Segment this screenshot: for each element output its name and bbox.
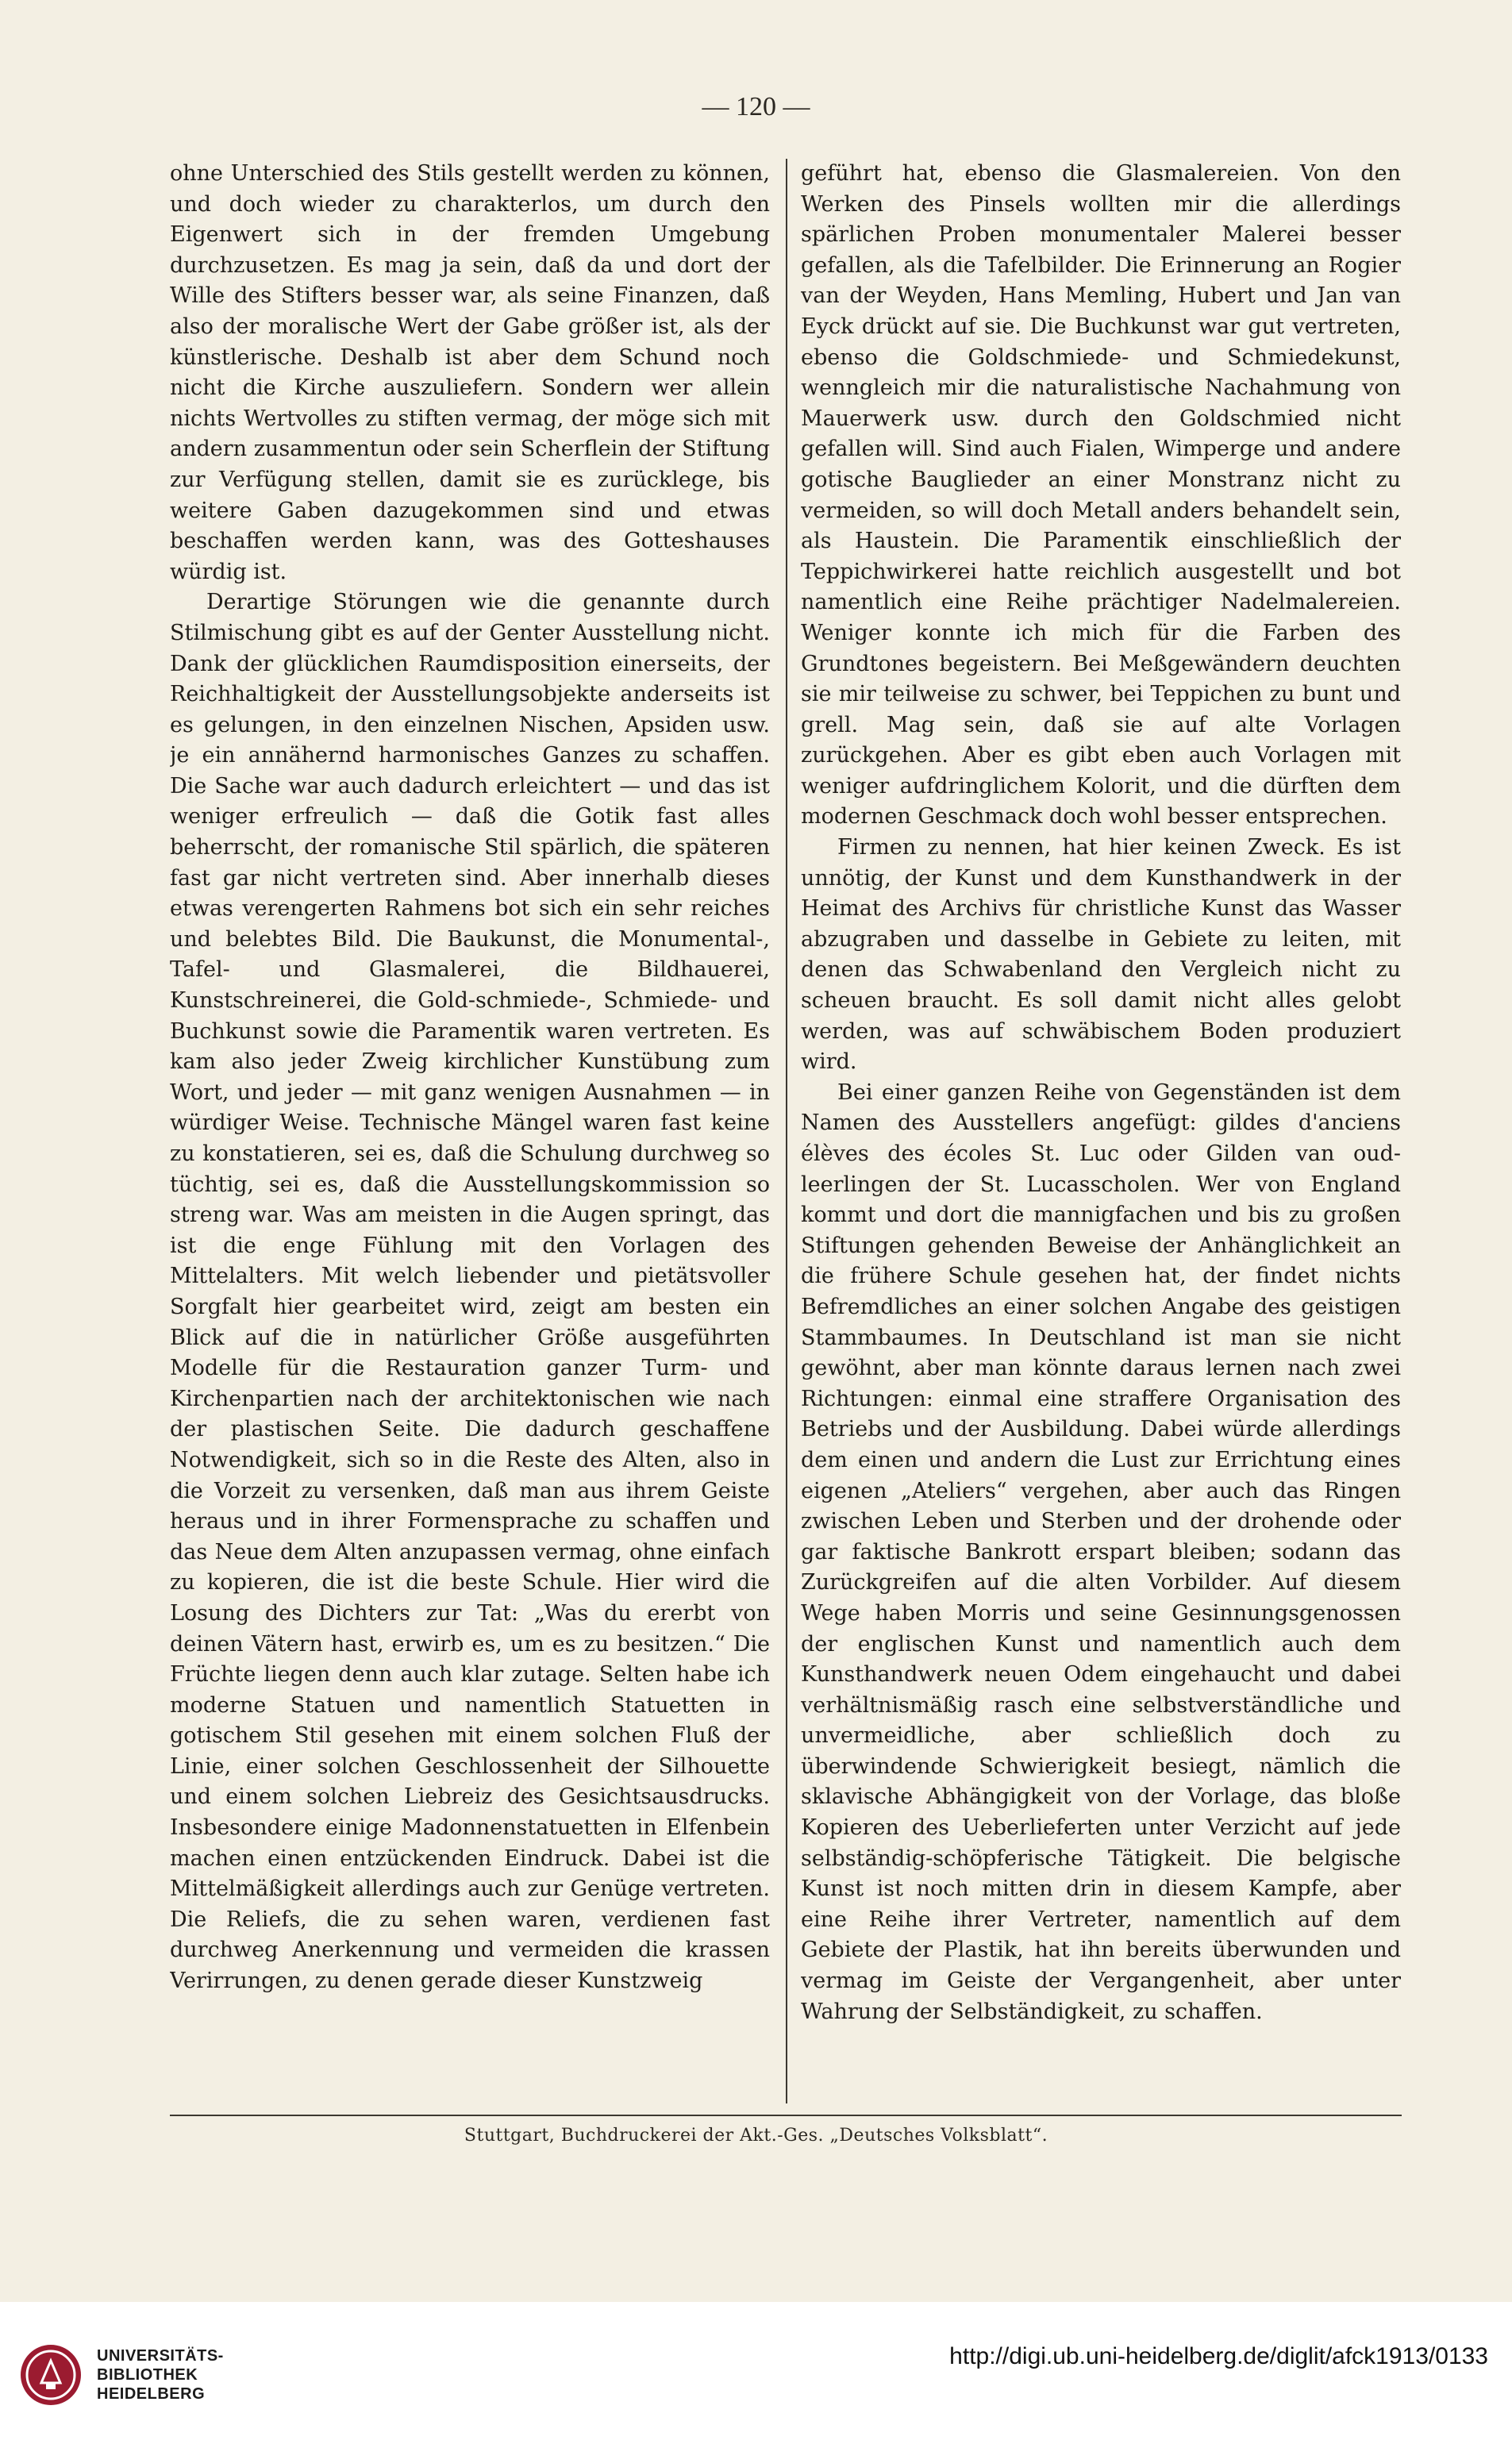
right-column <box>801 159 1401 2103</box>
digitization-footer <box>0 2302 1512 2444</box>
library-name-line: HEIDELBERG <box>97 2385 206 2403</box>
printer-imprint: Stuttgart, Buchdruckerei der Akt.-Ges. „Deutsches Volksblatt“. <box>464 2126 1048 2146</box>
paragraph: geführt hat, ebenso die Glasmalereien. Von den Werken des Pinsels wollten mir die allerdings spärlichen Proben monumentaler Malerei besser gefallen, als die Tafelbilder. Die Erinnerung an Rogier van der Weyden, Hans Memling, Hubert und Jan van Eyck drückt auf sie. Die Buchkunst war gut vertreten, ebenso die Goldschmiede- und Schmiedekunst, wenngleich mir die naturalistische Nachahmung von Mauerwerk usw. durch den Goldschmied nicht gefallen will. Sind auch Fialen, Wimperge und andere gotische Bauglieder an einer Monstranz nicht zu vermeiden, so will doch Metall anders behandelt sein, als Haustein. Die Paramentik einschließlich der Teppichwirkerei hatte reichlich ausgestellt und bot namentlich eine Reihe prächtiger Nadelmalereien. Weniger konnte ich mich für die Farben des Grundtones begeistern. Bei Meßgewändern deuchten sie mir teilweise zu schwer, bei Teppichen zu bunt und grell. Mag sein, daß sie auf alte Vorlagen zurückgehen. Aber es gibt eben auch Vorlagen mit weniger aufdringlichem Kolorit, und die dürften dem modernen Geschmack doch wohl besser entsprechen. <box>801 161 1401 829</box>
paragraph: Firmen zu nennen, hat hier keinen Zweck. Es ist unnötig, der Kunst und dem Kunsthandwerk in der Heimat des Archivs für christliche Kunst das Wasser abzugraben und dasselbe in Gebiete zu leiten, mit denen das Schwabenland den Vergleich nicht zu scheuen braucht. Es soll damit nicht alles gelobt werden, was auf schwäbischem Boden produziert wird. <box>801 835 1401 1075</box>
source-url-link[interactable]: http://digi.ub.uni-heidelberg.de/diglit/afck1913/0133 <box>949 2343 1488 2369</box>
paragraph: Bei einer ganzen Reihe von Gegenständen ist dem Namen des Ausstellers angefügt: gildes d'anciens élèves des écoles St. Luc oder Gilden van oud-leerlingen der St. Lucasscholen. Wer von England kommt und dort die mannigfachen und bis zu großen Stiftungen gehenden Beweise der Anhänglichkeit an die frühere Schule gesehen hat, der findet nichts Befremdliches an einer solchen Angabe des geistigen Stammbaumes. In Deutschland ist man sie nicht gewöhnt, aber man könnte daraus lernen nach zwei Richtungen: einmal eine straffere Organisation des Betriebs und der Ausbildung. Dabei würde allerdings dem einen und andern die Lust zur Errichtung eines eigenen „Ateliers“ vergehen, aber auch das Ringen zwischen Leben und Sterben und der drohende oder gar faktische Bankrott erspart bleiben; sodann das Zurückgreifen auf die alten Vorbilder. Auf diesem Wege haben Morris und seine Gesinnungsgenossen der englischen Kunst und namentlich auch dem Kunsthandwerk neuen Odem eingehaucht und dabei verhältnismäßig rasch eine selbstverständliche und unvermeidliche, aber schließlich doch zu überwindende Schwierigkeit besiegt, nämlich die sklavische Abhängigkeit von der Vorlage, das bloße Kopieren des Ueberlieferten unter Verzicht auf jede selbständig-schöpferische Tätigkeit. Die belgische Kunst ist noch mitten drin in diesem Kampfe, aber eine Reihe ihrer Vertreter, namentlich auf dem Gebiete der Plastik, hat ihn bereits überwunden und vermag im Geiste der Vergangenheit, aber unter Wahrung der Selbständigkeit, zu schaffen. <box>801 1080 1401 2024</box>
footer-divider <box>170 2115 1402 2116</box>
left-column <box>170 159 770 2103</box>
library-name-line: UNIVERSITÄTS- <box>97 2347 224 2365</box>
paragraph: ohne Unterschied des Stils gestellt werden zu können, und doch wieder zu charakterlos, um durch den Eigenwert sich in der fremden Umgebung durchzusetzen. Es mag ja sein, daß da und dort der Wille des Stifters besser war, als seine Finanzen, daß also der moralische Wert der Gabe größer ist, als der künstlerische. Deshalb ist aber dem Schund noch nicht die Kirche auszuliefern. Sondern wer allein nichts Wertvolles zu stiften vermag, der möge sich mit andern zusammentun oder sein Scherflein der Stiftung zur Verfügung stellen, damit sie es zurücklege, bis weitere Gaben dazugekommen sind und etwas beschaffen werden kann, was des Gotteshauses würdig ist. <box>170 161 770 584</box>
library-logo[interactable] <box>17 2342 224 2408</box>
library-seal-icon <box>17 2342 84 2408</box>
page-number: — 120 — <box>702 92 810 121</box>
text-columns <box>170 159 1402 2103</box>
library-name-line: BIBLIOTHEK <box>97 2366 198 2384</box>
library-name <box>97 2346 224 2404</box>
column-divider <box>786 159 787 2103</box>
paragraph: Derartige Störungen wie die genannte durch Stilmischung gibt es auf der Genter Ausstellung nicht. Dank der glücklichen Raumdisposition einerseits, der Reichhaltigkeit der Ausstellungsobjekte anderseits ist es gelungen, in den einzelnen Nischen, Apsiden usw. je ein annähernd harmonisches Ganzes zu schaffen. Die Sache war auch dadurch erleichtert — und das ist weniger erfreulich — daß die Gotik fast alles beherrscht, der romanische Stil spärlich, die späteren fast gar nicht vertreten sind. Aber innerhalb dieses etwas verengerten Rahmens bot sich ein sehr reiches und belebtes Bild. Die Baukunst, die Monumental-, Tafel- und Glasmalerei, die Bildhauerei, Kunstschreinerei, die Gold-schmiede-, Schmiede- und Buchkunst sowie die Paramentik waren vertreten. Es kam also jeder Zweig kirchlicher Kunstübung zum Wort, und jeder — mit ganz wenigen Ausnahmen — in würdiger Weise. Technische Mängel waren fast keine zu konstatieren, sei es, daß die Schulung durchweg so tüchtig, sei es, daß die Ausstellungskommission so streng war. Was am meisten in die Augen springt, das ist die enge Fühlung mit den Vorlagen des Mittelalters. Mit welch liebender und pietätsvoller Sorgfalt hier gearbeitet wird, zeigt am besten ein Blick auf die in natürlicher Größe ausgeführten Modelle für die Restauration ganzer Turm- und Kirchenpartien nach der architektonischen wie nach der plastischen Seite. Die dadurch geschaffene Notwendigkeit, sich so in die Reste des Alten, also in die Vorzeit zu versenken, daß man aus ihrem Geiste heraus und in ihrer Formensprache zu schaffen und das Neue dem Alten anzupassen vermag, ohne einfach zu kopieren, die ist die beste Schule. Hier wird die Losung des Dichters zur Tat: „Was du ererbt von deinen Vätern hast, erwirb es, um es zu besitzen.“ Die Früchte liegen denn auch klar zutage. Selten habe ich moderne Statuen und namentlich Statuetten in gotischem Stil gesehen mit einem solchen Fluß der Linie, einer solchen Geschlossenheit der Silhouette und einem solchen Liebreiz des Gesichtsausdrucks. Insbesondere einige Madonnenstatuetten in Elfenbein machen einen entzückenden Eindruck. Dabei ist die Mittelmäßigkeit allerdings auch zur Genüge vertreten. Die Reliefs, die zu sehen waren, verdienen fast durchweg Anerkennung und vermeiden die krassen Verirrungen, zu denen gerade dieser Kunstzweig <box>170 590 770 1994</box>
